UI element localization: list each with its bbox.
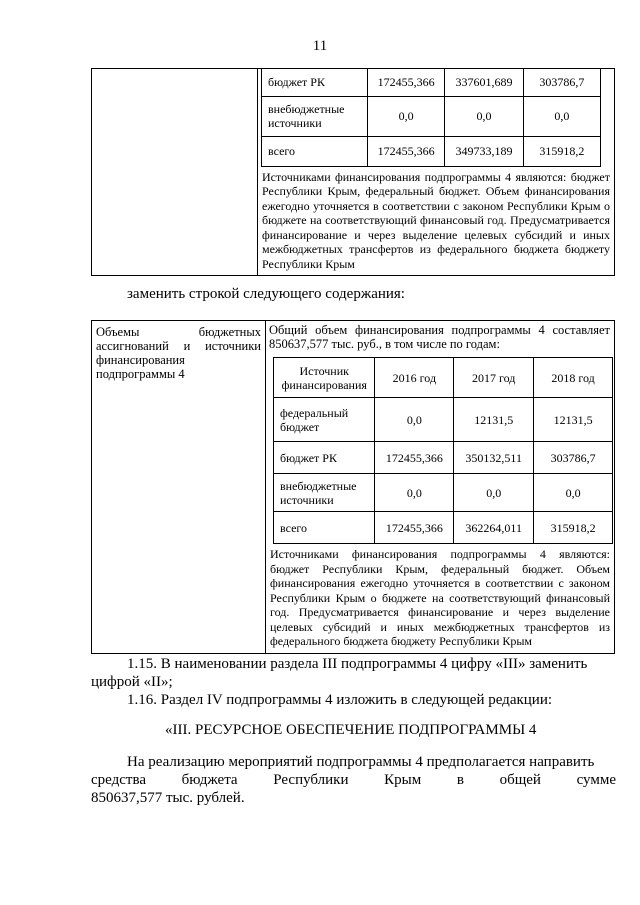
value-2018: 303786,7 [523,69,600,96]
word: средства [91,772,147,788]
value-2017: 0,0 [454,474,534,512]
word: Крым [384,772,422,788]
table-row [274,512,613,544]
row-label: всего [274,512,375,544]
value-2016: 172455,366 [375,512,454,544]
section-title: «III. РЕСУРСНОЕ ОБЕСПЕЧЕНИЕ ПОДПРОГРАММЫ 4 [165,722,537,738]
value-2016: 0,0 [375,474,454,512]
value-2018: 315918,2 [523,136,600,166]
value-2017: 337601,689 [445,69,523,96]
word: сумме [576,772,616,788]
left-empty-cell [92,69,258,276]
table-row [262,96,601,136]
table-row [274,398,613,442]
final-paragraph-line1: На реализацию мероприятий подпрограммы 4 предполагается направить [127,754,595,770]
value-2018: 303786,7 [534,442,613,474]
funding-table-old [261,69,601,167]
page-number: 11 [312,38,328,54]
funding-table-new [273,357,613,544]
right-cell [258,69,615,276]
value-2017: 0,0 [445,96,523,136]
row-label: федеральный бюджет [274,398,375,442]
value-2016: 172455,366 [367,69,444,96]
row-label: бюджет РК [274,442,375,474]
value-2017: 362264,011 [454,512,534,544]
word: бюджета [181,772,238,788]
header-2018: 2018 год [534,358,613,398]
row-label: всего [262,136,368,166]
right-cell [266,321,615,654]
total-funding-text: Общий объем финансирования подпрограммы 4 составляет 850637,577 тыс. руб., в том числе по годам: [269,323,610,351]
item-1-16: 1.16. Раздел IV подпрограммы 4 изложить в следующей редакции: [127,692,553,708]
row-label: бюджет РК [262,69,368,96]
table-replacement [91,320,615,654]
value-2017: 12131,5 [454,398,534,442]
value-2017: 349733,189 [445,136,523,166]
value-2016: 172455,366 [367,136,444,166]
value-2018: 0,0 [523,96,600,136]
table-header-row [274,358,613,398]
value-2018: 0,0 [534,474,613,512]
row-label: внебюджетные источники [274,474,375,512]
header-2017: 2017 год [454,358,534,398]
funding-sources-text: Источниками финансирования подпрограммы 4 являются: бюджет Республики Крым, федеральный бюджет. Объем финансирования ежегодно уточняется в соответствии с законом Республики Крым о бюджете на соответствующий финансовый год. Предусматривается финансирование и через выделение целевых субсидий и иных межбюджетных трансфертов из федерального бюджета бюджету Республики Крым [262,169,610,271]
table-row [274,442,613,474]
left-label-cell [92,321,266,654]
value-2016: 0,0 [367,96,444,136]
word: Республики [273,772,349,788]
word: общей [499,772,541,788]
table-row [262,136,601,166]
header-2016: 2016 год [375,358,454,398]
replace-line: заменить строкой следующего содержания: [127,286,405,302]
value-2016: 172455,366 [375,442,454,474]
funding-sources-text: Источниками финансирования подпрограммы 4 являются: бюджет Республики Крым, федеральный бюджет. Объем финансирования ежегодно уточняется в соответствии с законом Республики Крым о бюджете на соответствующий финансовый год. Предусматривается финансирование и через выделение целевых субсидий и иных межбюджетных трансфертов из федерального бюджета бюджету Республики Крым [270,547,610,648]
final-paragraph-line3: 850637,577 тыс. рублей. [91,790,245,806]
word: в [456,772,464,788]
table-continuation [91,68,615,276]
item-1-15-line2: цифрой «II»; [91,674,173,690]
header-source: Источник финансирования [274,358,375,398]
table-row [274,474,613,512]
value-2016: 0,0 [375,398,454,442]
final-paragraph-line2 [91,771,616,789]
row-label: внебюджетные источники [262,96,368,136]
left-label: Объемы бюджетных ассигнований и источники финансирования подпрограммы 4 [96,325,261,381]
table-row [262,69,601,96]
value-2017: 350132,511 [454,442,534,474]
value-2018: 12131,5 [534,398,613,442]
value-2018: 315918,2 [534,512,613,544]
item-1-15-line1: 1.15. В наименовании раздела III подпрограммы 4 цифру «III» заменить [127,656,588,672]
